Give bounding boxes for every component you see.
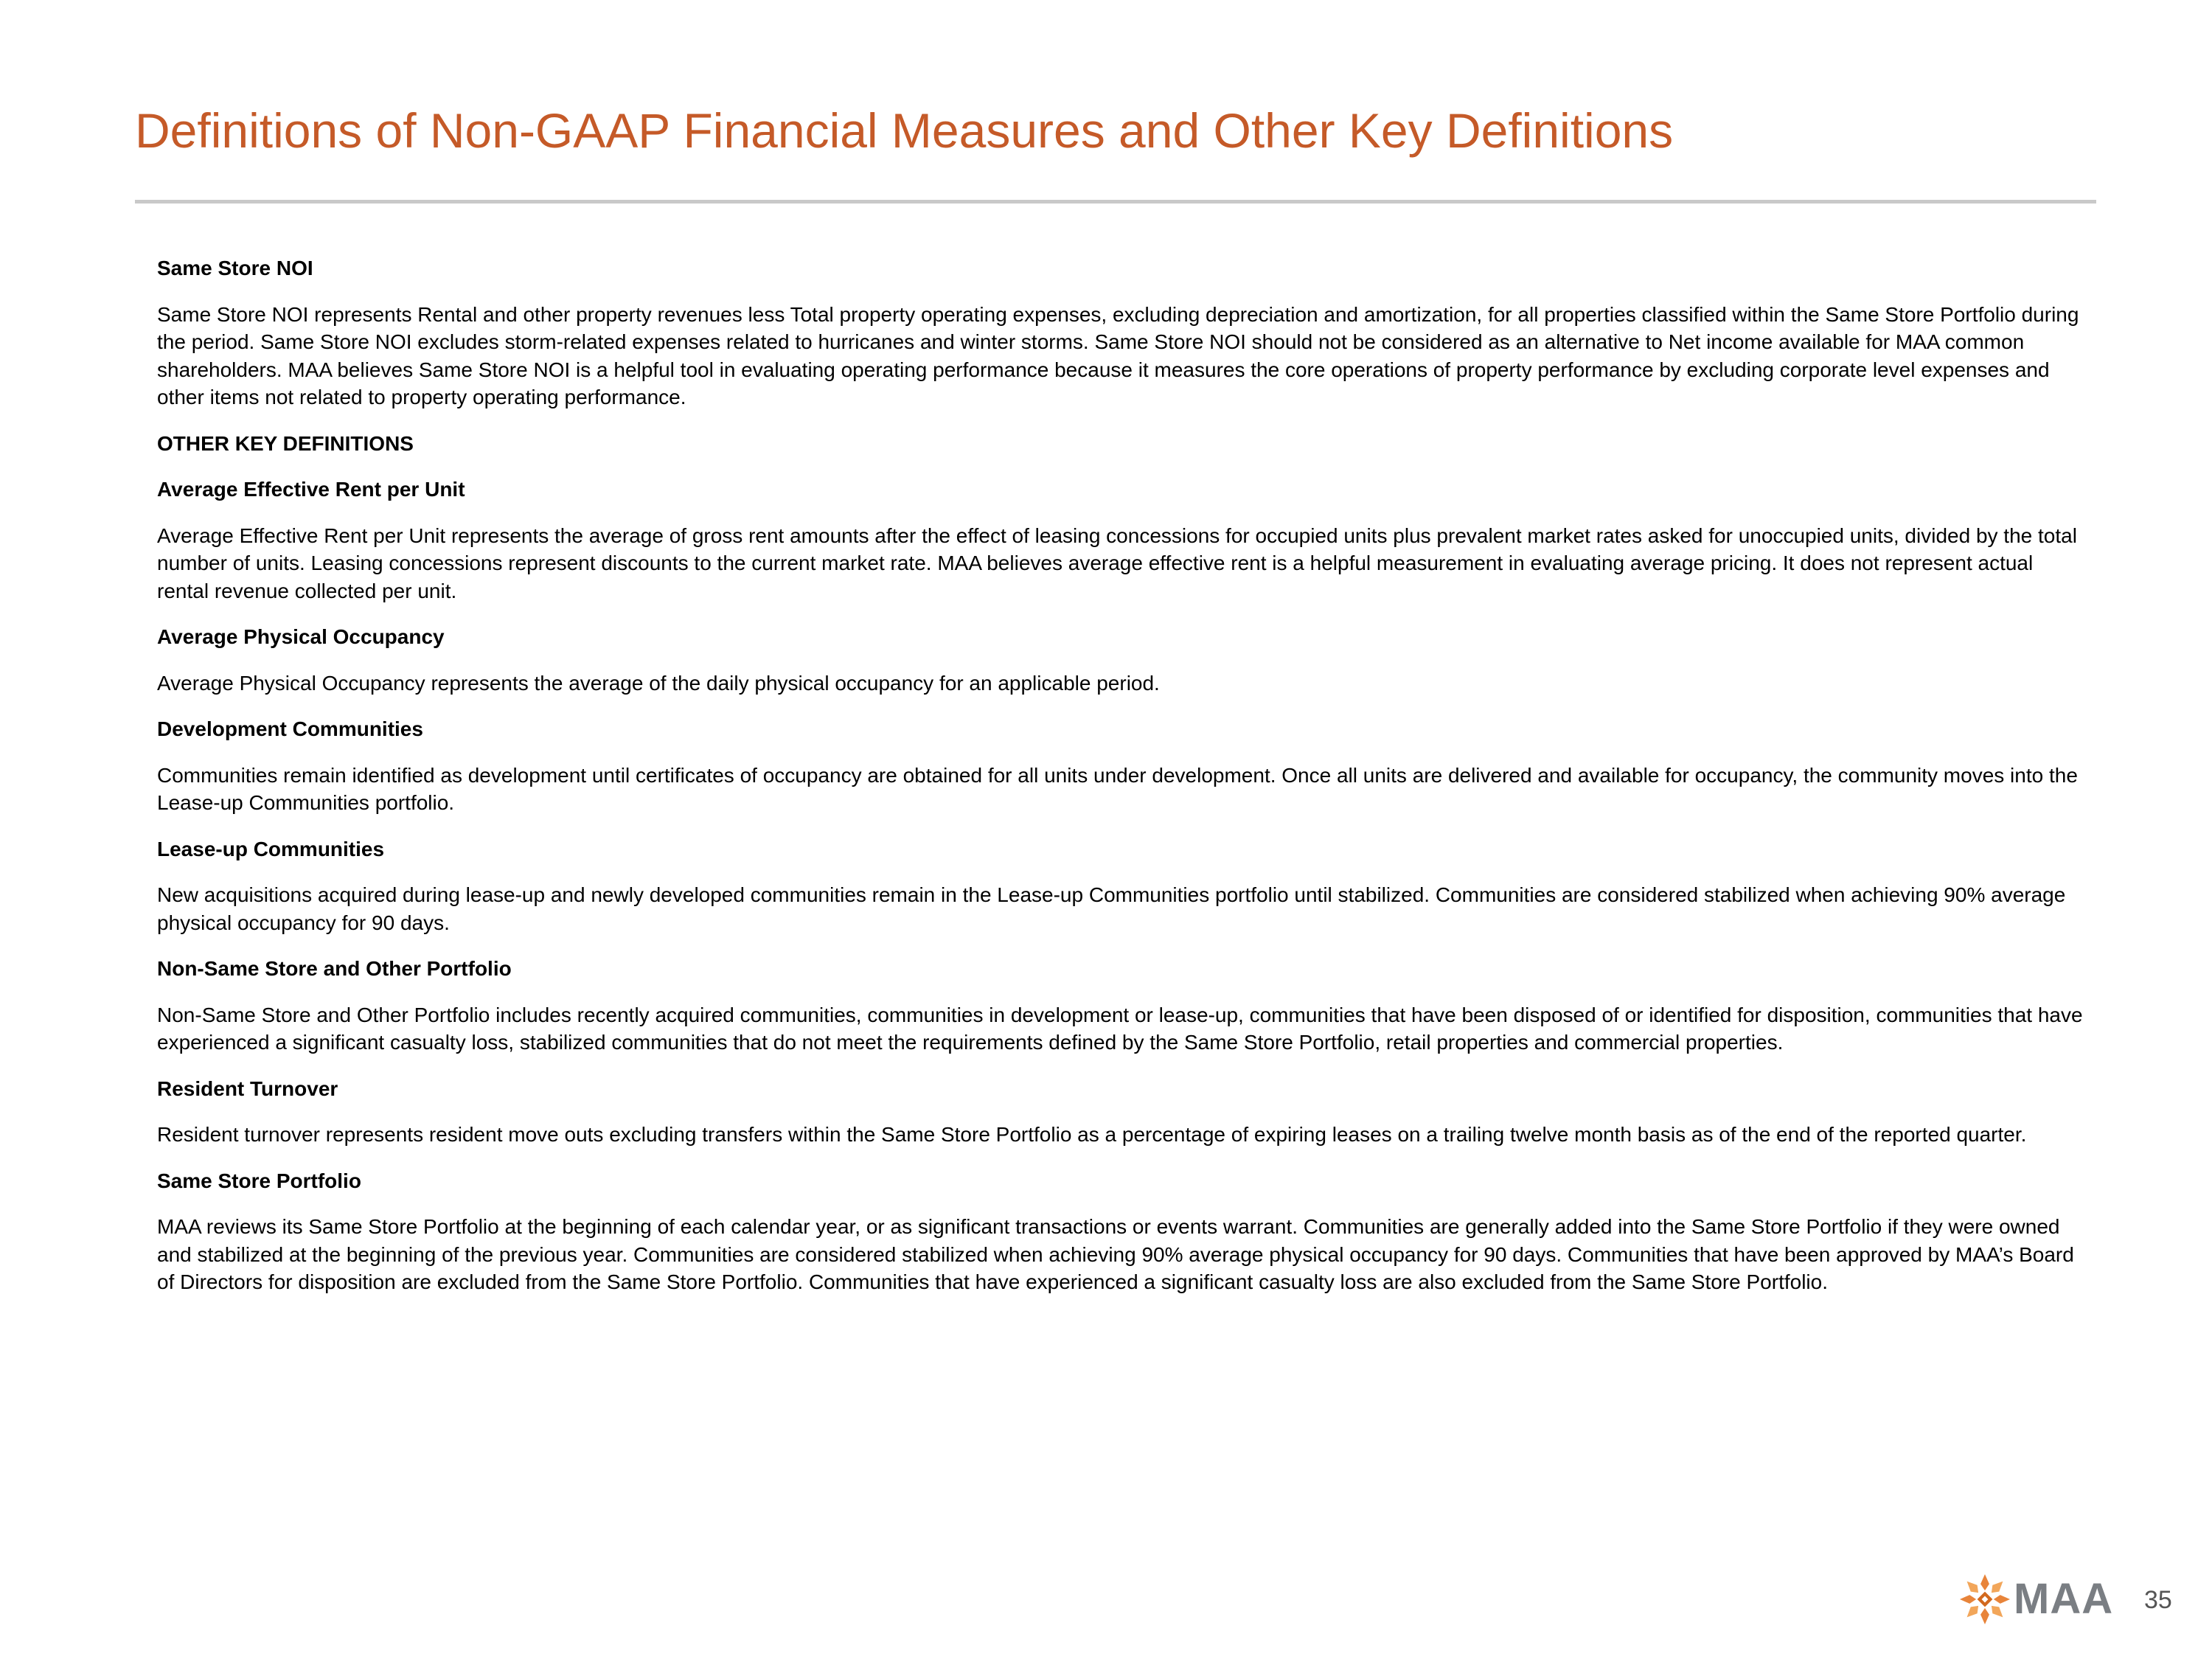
definitions-content bbox=[157, 254, 2089, 1315]
section-average-physical-occupancy bbox=[157, 623, 2089, 697]
section-body: Average Physical Occupancy represents the average of the daily physical occupancy for an applicable period. bbox=[157, 671, 1160, 695]
page-number: 35 bbox=[2144, 1586, 2172, 1614]
section-heading: Same Store NOI bbox=[157, 257, 313, 279]
section-non-same-store bbox=[157, 955, 2089, 1057]
section-body: Same Store NOI represents Rental and other property revenues less Total property operating expenses, excluding depreciation and amortization, for all properties classified within the Same Store Portfolio during the period. Same Store NOI excludes storm-related expenses related to hurricanes and winter storms. Same Store NOI should not be considered as an alternative to Net income available for MAA common shareholders. MAA believes Same Store NOI is a helpful tool in evaluating operating performance because it measures the core operations of property performance by excluding corporate level expenses and other items not related to property operating performance. bbox=[157, 302, 2079, 408]
section-heading: Same Store Portfolio bbox=[157, 1169, 361, 1192]
section-resident-turnover bbox=[157, 1075, 2089, 1149]
logo-text: MAA bbox=[2014, 1575, 2114, 1623]
section-heading: OTHER KEY DEFINITIONS bbox=[157, 431, 414, 455]
section-body: Non-Same Store and Other Portfolio includes recently acquired communities, communities in development or lease-up, communities that have been disposed of or identified for disposition, communities that have experienced a significant casualty loss, stabilized communities that do not meet the requirements defined by the Same Store Portfolio, retail properties and commercial properties. bbox=[157, 1003, 2083, 1054]
section-heading: Lease-up Communities bbox=[157, 837, 385, 860]
section-same-store-portfolio bbox=[157, 1167, 2089, 1296]
maa-logo bbox=[1958, 1572, 2113, 1627]
section-body: Resident turnover represents resident move outs excluding transfers within the Same Store Portfolio as a percentage of expiring leases on a trailing twelve month basis as of the end of the reported quarter. bbox=[157, 1123, 2027, 1146]
section-heading: Non-Same Store and Other Portfolio bbox=[157, 957, 512, 980]
section-development-communities bbox=[157, 715, 2089, 817]
section-body: New acquisitions acquired during lease-up and newly developed communities remain in the Lease-up Communities portfolio until stabilized. Communities are considered stabilized when achieving 90% average physical occupancy for 90 days. bbox=[157, 883, 2066, 934]
section-body: MAA reviews its Same Store Portfolio at the beginning of each calendar year, or as significant transactions or events warrant. Communities are generally added into the Same Store Portfolio if they were owned and stabilized at the beginning of the previous year. Communities are considered stabilized when achieving 90% average physical occupancy for 90 days. Communities that have been approved by MAA’s Board of Directors for disposition are excluded from the Same Store Portfolio. Communities that have experienced a significant casualty loss are also excluded from the Same Store Portfolio. bbox=[157, 1215, 2074, 1293]
section-other-key-definitions bbox=[157, 430, 2089, 458]
section-heading: Average Physical Occupancy bbox=[157, 625, 445, 648]
section-body: Communities remain identified as development until certificates of occupancy are obtained for all units under development. Once all units are delivered and available for occupancy, the community moves into the Lease-up Communities portfolio. bbox=[157, 763, 2078, 814]
section-lease-up-communities bbox=[157, 835, 2089, 937]
section-body: Average Effective Rent per Unit represents the average of gross rent amounts after the effect of leasing concessions for occupied units plus prevalent market rates asked for unoccupied units, divided by the total number of units. Leasing concessions represent discounts to the current market rate. MAA believes average effective rent is a helpful measurement in evaluating average pricing. It does not represent actual rental revenue collected per unit. bbox=[157, 524, 2077, 602]
section-average-effective-rent bbox=[157, 476, 2089, 605]
title-divider bbox=[135, 200, 2096, 204]
section-heading: Average Effective Rent per Unit bbox=[157, 478, 465, 501]
section-heading: Development Communities bbox=[157, 717, 423, 740]
section-same-store-noi bbox=[157, 254, 2089, 411]
maa-starburst-icon bbox=[1958, 1572, 2012, 1627]
section-heading: Resident Turnover bbox=[157, 1077, 338, 1100]
page-title: Definitions of Non-GAAP Financial Measures and Other Key Definitions bbox=[135, 103, 1674, 158]
